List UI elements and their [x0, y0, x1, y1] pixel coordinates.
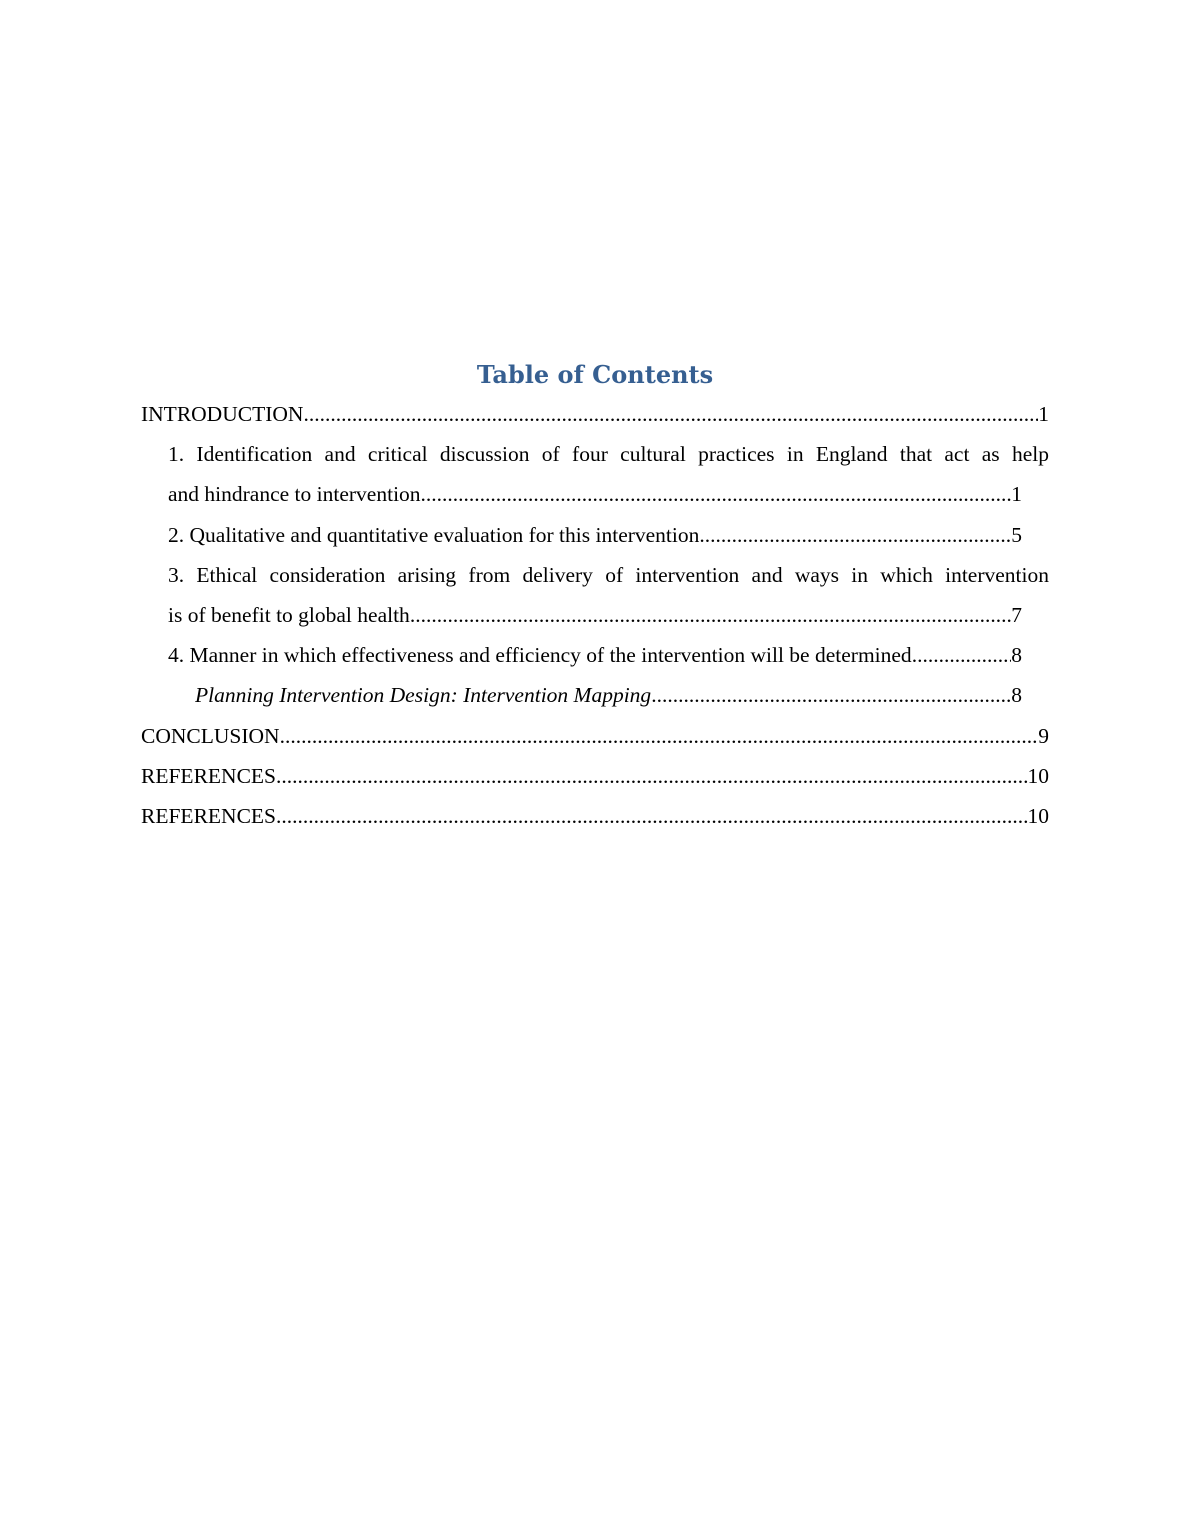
toc-entry-line2: [168, 595, 1022, 635]
dot-leader: [280, 716, 1039, 756]
toc-entry-text-line1: 3. Ethical consideration arising from delivery of intervention and ways in which intervention: [168, 562, 1049, 587]
toc-entry-section-4[interactable]: [168, 635, 1022, 675]
dot-leader: [912, 635, 1012, 675]
toc-page-number: 1: [1038, 402, 1049, 426]
table-of-contents: [141, 356, 1049, 836]
toc-page-number: 5: [1011, 522, 1022, 547]
toc-page-number: 9: [1038, 723, 1049, 748]
toc-entry-text: REFERENCES: [141, 763, 276, 788]
dot-leader: [410, 595, 1011, 635]
toc-title: Table of Contents: [476, 360, 714, 389]
toc-page-number: 7: [1011, 603, 1022, 628]
toc-entry-section-1[interactable]: [168, 434, 1049, 514]
toc-entry-text: CONCLUSION: [141, 723, 280, 748]
toc-entry-text: INTRODUCTION: [141, 402, 304, 426]
toc-entry-introduction[interactable]: [141, 394, 1049, 434]
dot-leader: [303, 394, 1038, 434]
toc-page-number: 8: [1011, 683, 1022, 708]
toc-entry-references-2[interactable]: [141, 796, 1049, 836]
toc-entry-text: 4. Manner in which effectiveness and efficiency of the intervention will be determined: [168, 643, 912, 668]
dot-leader: [699, 515, 1011, 555]
toc-entry-line2: [168, 474, 1022, 514]
toc-entry-text: and hindrance to intervention: [168, 482, 421, 507]
dot-leader: [276, 796, 1028, 836]
dot-leader: [651, 675, 1011, 715]
dot-leader: [421, 474, 1012, 514]
toc-entry-section-3[interactable]: [168, 555, 1049, 635]
toc-entry-text: 2. Qualitative and quantitative evaluation for this intervention: [168, 522, 700, 547]
toc-entry-section-2[interactable]: [168, 515, 1022, 555]
toc-page-number: 1: [1011, 482, 1022, 507]
toc-entry-references[interactable]: [141, 756, 1049, 796]
toc-entry-text: REFERENCES: [141, 804, 276, 829]
dot-leader: [276, 756, 1028, 796]
toc-entry-conclusion[interactable]: [141, 716, 1049, 756]
toc-page-number: 8: [1011, 643, 1022, 668]
toc-entry-text: Planning Intervention Design: Intervention Mapping: [195, 683, 652, 708]
toc-entry-text: is of benefit to global health: [168, 603, 410, 628]
toc-entry-text-line1: 1. Identification and critical discussion of four cultural practices in England that act as help: [168, 442, 1049, 467]
toc-page-number: 10: [1027, 804, 1049, 829]
toc-page-number: 10: [1027, 763, 1049, 788]
toc-entry-subsection-planning[interactable]: [195, 675, 1022, 715]
